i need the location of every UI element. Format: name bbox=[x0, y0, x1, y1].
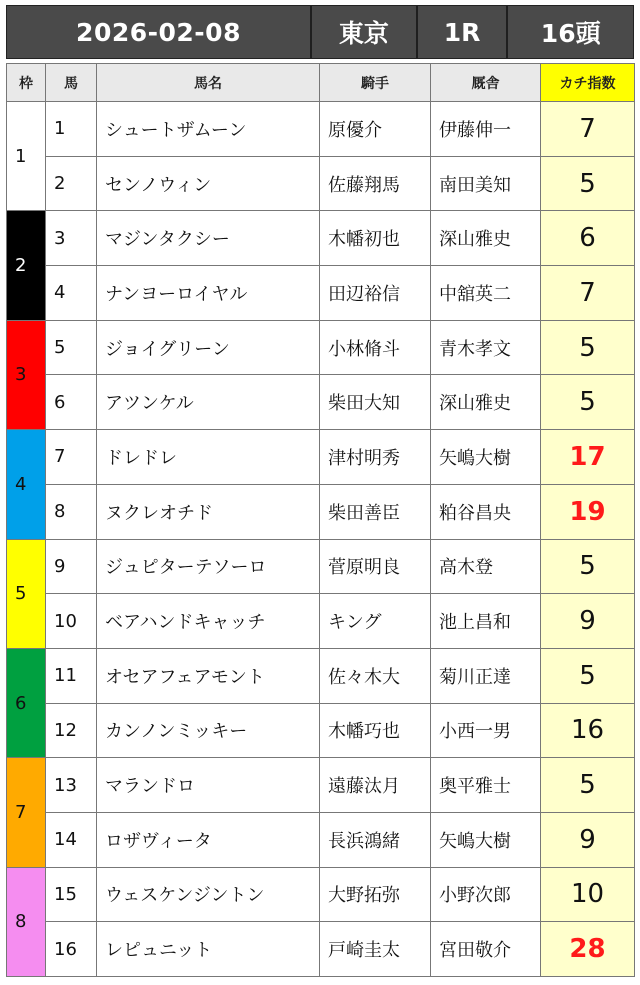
entry-table bbox=[6, 63, 635, 977]
frame-cell: 4 bbox=[7, 430, 46, 539]
horse-number-cell: 9 bbox=[46, 539, 97, 594]
score-cell: 5 bbox=[541, 375, 635, 430]
trainer-cell: 中舘英二 bbox=[431, 266, 541, 321]
jockey-cell: 佐々木大 bbox=[320, 648, 431, 703]
jockey-cell: 佐藤翔馬 bbox=[320, 156, 431, 211]
race-date: 2026-02-08 bbox=[76, 17, 241, 47]
horse-number-cell: 7 bbox=[46, 430, 97, 485]
horse-number-cell: 2 bbox=[46, 156, 97, 211]
jockey-cell: 大野拓弥 bbox=[320, 867, 431, 922]
trainer-cell: 菊川正達 bbox=[431, 648, 541, 703]
horse-number-cell: 13 bbox=[46, 758, 97, 813]
frame-cell: 5 bbox=[7, 539, 46, 648]
trainer-cell: 奥平雅士 bbox=[431, 758, 541, 813]
score-cell: 16 bbox=[541, 703, 635, 758]
horse-name-cell: ヌクレオチド bbox=[97, 484, 320, 539]
horse-number-cell: 15 bbox=[46, 867, 97, 922]
horse-number-cell: 5 bbox=[46, 320, 97, 375]
jockey-cell: 戸崎圭太 bbox=[320, 922, 431, 977]
table-row bbox=[7, 703, 635, 758]
table-row bbox=[7, 539, 635, 594]
score-cell: 5 bbox=[541, 758, 635, 813]
score-cell: 7 bbox=[541, 266, 635, 321]
horse-name-cell: マジンタクシー bbox=[97, 211, 320, 266]
table-row bbox=[7, 922, 635, 977]
horse-number-cell: 12 bbox=[46, 703, 97, 758]
frame-cell: 6 bbox=[7, 648, 46, 757]
horse-name-cell: カンノンミッキー bbox=[97, 703, 320, 758]
horse-name-cell: ドレドレ bbox=[97, 430, 320, 485]
horse-name-cell: ウェスケンジントン bbox=[97, 867, 320, 922]
score-cell: 5 bbox=[541, 320, 635, 375]
score-cell: 9 bbox=[541, 594, 635, 649]
table-row bbox=[7, 320, 635, 375]
horse-name-cell: ジュピターテソーロ bbox=[97, 539, 320, 594]
table-row bbox=[7, 102, 635, 157]
horse-number-cell: 14 bbox=[46, 812, 97, 867]
frame-cell: 7 bbox=[7, 758, 46, 867]
jockey-cell: 柴田善臣 bbox=[320, 484, 431, 539]
table-header-row bbox=[7, 64, 635, 102]
table-row bbox=[7, 375, 635, 430]
frame-cell: 2 bbox=[7, 211, 46, 320]
score-cell: 9 bbox=[541, 812, 635, 867]
jockey-cell: 柴田大知 bbox=[320, 375, 431, 430]
horse-name-cell: オセアフェアモント bbox=[97, 648, 320, 703]
score-cell: 5 bbox=[541, 539, 635, 594]
horse-name-cell: ベアハンドキャッチ bbox=[97, 594, 320, 649]
score-cell: 28 bbox=[541, 922, 635, 977]
table-row bbox=[7, 867, 635, 922]
score-cell: 19 bbox=[541, 484, 635, 539]
col-header-waku: 枠 bbox=[7, 64, 46, 102]
trainer-cell: 青木孝文 bbox=[431, 320, 541, 375]
trainer-cell: 矢嶋大樹 bbox=[431, 430, 541, 485]
table-row bbox=[7, 484, 635, 539]
trainer-cell: 伊藤伸一 bbox=[431, 102, 541, 157]
trainer-cell: 深山雅史 bbox=[431, 211, 541, 266]
col-header-num: 馬 bbox=[46, 64, 97, 102]
horse-number-cell: 1 bbox=[46, 102, 97, 157]
col-header-score: カチ指数 bbox=[541, 64, 635, 102]
race-sheet bbox=[6, 5, 634, 977]
horse-number-cell: 4 bbox=[46, 266, 97, 321]
jockey-cell: 小林脩斗 bbox=[320, 320, 431, 375]
score-cell: 10 bbox=[541, 867, 635, 922]
trainer-cell: 高木登 bbox=[431, 539, 541, 594]
table-row bbox=[7, 648, 635, 703]
table-row bbox=[7, 211, 635, 266]
horse-name-cell: アツンケル bbox=[97, 375, 320, 430]
jockey-cell: 長浜鴻緒 bbox=[320, 812, 431, 867]
horse-name-cell: ナンヨーロイヤル bbox=[97, 266, 320, 321]
score-cell: 5 bbox=[541, 156, 635, 211]
jockey-cell: 遠藤汰月 bbox=[320, 758, 431, 813]
score-cell: 17 bbox=[541, 430, 635, 485]
table-row bbox=[7, 758, 635, 813]
col-header-jockey: 騎手 bbox=[320, 64, 431, 102]
table-row bbox=[7, 812, 635, 867]
trainer-cell: 小西一男 bbox=[431, 703, 541, 758]
trainer-cell: 南田美知 bbox=[431, 156, 541, 211]
race-venue: 東京 bbox=[310, 6, 416, 58]
col-header-trainer: 厩舎 bbox=[431, 64, 541, 102]
horse-number-cell: 10 bbox=[46, 594, 97, 649]
frame-cell: 8 bbox=[7, 867, 46, 976]
trainer-cell: 池上昌和 bbox=[431, 594, 541, 649]
jockey-cell: キング bbox=[320, 594, 431, 649]
horse-name-cell: マランドロ bbox=[97, 758, 320, 813]
horse-name-cell: ジョイグリーン bbox=[97, 320, 320, 375]
score-cell: 5 bbox=[541, 648, 635, 703]
score-cell: 7 bbox=[541, 102, 635, 157]
horse-name-cell: センノウィン bbox=[97, 156, 320, 211]
table-row bbox=[7, 266, 635, 321]
jockey-cell: 木幡巧也 bbox=[320, 703, 431, 758]
jockey-cell: 津村明秀 bbox=[320, 430, 431, 485]
runner-count: 16頭 bbox=[506, 6, 633, 58]
col-header-horse: 馬名 bbox=[97, 64, 320, 102]
horse-name-cell: ロザヴィータ bbox=[97, 812, 320, 867]
horse-name-cell: レピュニット bbox=[97, 922, 320, 977]
trainer-cell: 粕谷昌央 bbox=[431, 484, 541, 539]
jockey-cell: 原優介 bbox=[320, 102, 431, 157]
frame-cell: 1 bbox=[7, 102, 46, 211]
table-body bbox=[7, 102, 635, 977]
horse-number-cell: 8 bbox=[46, 484, 97, 539]
trainer-cell: 矢嶋大樹 bbox=[431, 812, 541, 867]
jockey-cell: 木幡初也 bbox=[320, 211, 431, 266]
table-row bbox=[7, 156, 635, 211]
horse-number-cell: 16 bbox=[46, 922, 97, 977]
horse-name-cell: シュートザムーン bbox=[97, 102, 320, 157]
jockey-cell: 田辺裕信 bbox=[320, 266, 431, 321]
jockey-cell: 菅原明良 bbox=[320, 539, 431, 594]
horse-number-cell: 6 bbox=[46, 375, 97, 430]
horse-number-cell: 3 bbox=[46, 211, 97, 266]
frame-cell: 3 bbox=[7, 320, 46, 429]
trainer-cell: 深山雅史 bbox=[431, 375, 541, 430]
horse-number-cell: 11 bbox=[46, 648, 97, 703]
score-cell: 6 bbox=[541, 211, 635, 266]
trainer-cell: 宮田敬介 bbox=[431, 922, 541, 977]
trainer-cell: 小野次郎 bbox=[431, 867, 541, 922]
race-header bbox=[6, 5, 634, 59]
table-row bbox=[7, 430, 635, 485]
race-number: 1R bbox=[416, 6, 507, 58]
table-row bbox=[7, 594, 635, 649]
